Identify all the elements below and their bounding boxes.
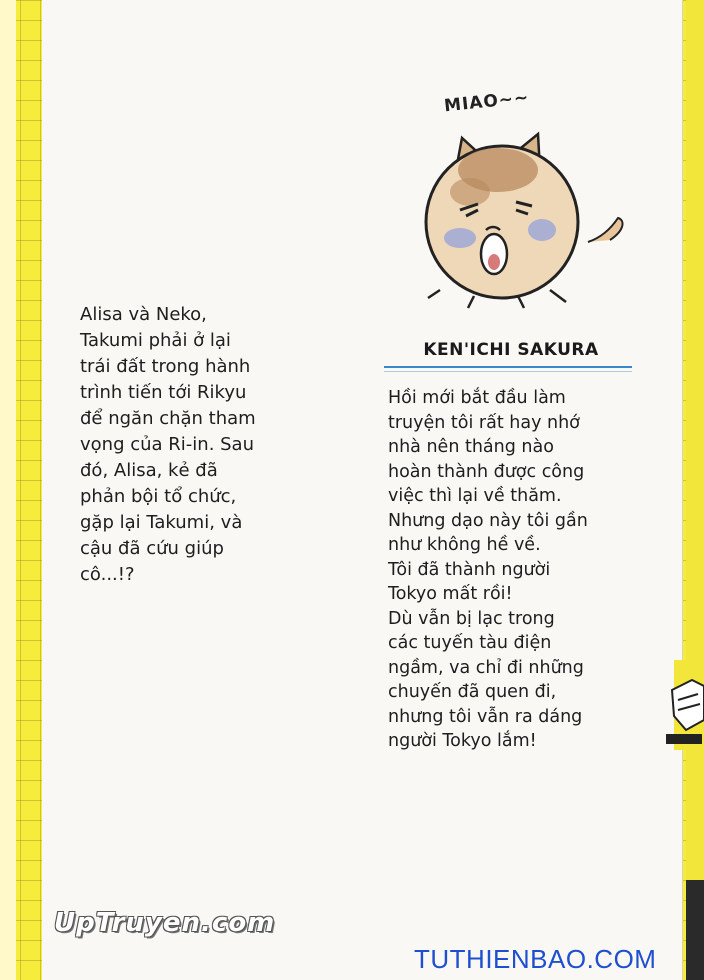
synopsis-line: cô...!?	[80, 564, 135, 585]
bio-line: Tokyo mất rồi!	[388, 584, 513, 604]
cat-mascot-icon	[420, 130, 640, 320]
synopsis-line: Alisa và Neko,	[80, 304, 207, 325]
bio-line: Nhưng dạo này tôi gần	[388, 510, 588, 531]
bio-line: Tôi đã thành người	[388, 559, 551, 580]
synopsis-line: Takumi phải ở lại	[80, 330, 231, 351]
bio-line: hoàn thành được công	[388, 461, 585, 482]
bio-line: Dù vẫn bị lạc trong	[388, 608, 555, 629]
right-edge-strip	[686, 0, 704, 980]
bio-line: nhưng tôi vẫn ra dáng	[388, 706, 583, 727]
author-underline-shadow	[384, 371, 632, 372]
author-bio-text	[388, 386, 636, 754]
watermark-tuthienbao: TUTHIENBAO.COM	[414, 944, 657, 974]
partial-illustration	[664, 660, 704, 750]
synopsis-line: trình tiến tới Rikyu	[80, 382, 247, 403]
bio-line: việc thì lại về thăm.	[388, 486, 562, 506]
watermark-uptruyen: UpTruyen.com	[54, 908, 276, 938]
synopsis-line: đó, Alisa, kẻ đã	[80, 460, 218, 481]
synopsis-line: cậu đã cứu giúp	[80, 538, 224, 559]
bio-line: Hồi mới bắt đầu làm	[388, 388, 566, 408]
synopsis-line: để ngăn chặn tham	[80, 408, 256, 429]
bio-line: như không hề về.	[388, 535, 541, 555]
synopsis-line: phản bội tổ chức,	[80, 486, 237, 507]
synopsis-text	[80, 302, 302, 588]
author-underline	[384, 366, 632, 368]
bio-line: nhà nên tháng nào	[388, 437, 554, 457]
synopsis-line: gặp lại Takumi, và	[80, 512, 243, 533]
author-name: KEN'ICHI SAKURA	[423, 340, 599, 360]
bio-line: các tuyến tàu điện	[388, 633, 552, 653]
bio-line: truyện tôi rất hay nhớ	[388, 412, 580, 433]
bio-line: chuyến đã quen đi,	[388, 682, 557, 702]
synopsis-line: vọng của Ri-in. Sau	[80, 434, 254, 455]
bio-line: người Tokyo lắm!	[388, 731, 537, 751]
bio-line: ngầm, va chỉ đi những	[388, 657, 584, 678]
synopsis-line: trái đất trong hành	[80, 356, 251, 377]
sound-effect-text: MIAO~~	[443, 87, 531, 117]
left-margin	[0, 0, 16, 980]
